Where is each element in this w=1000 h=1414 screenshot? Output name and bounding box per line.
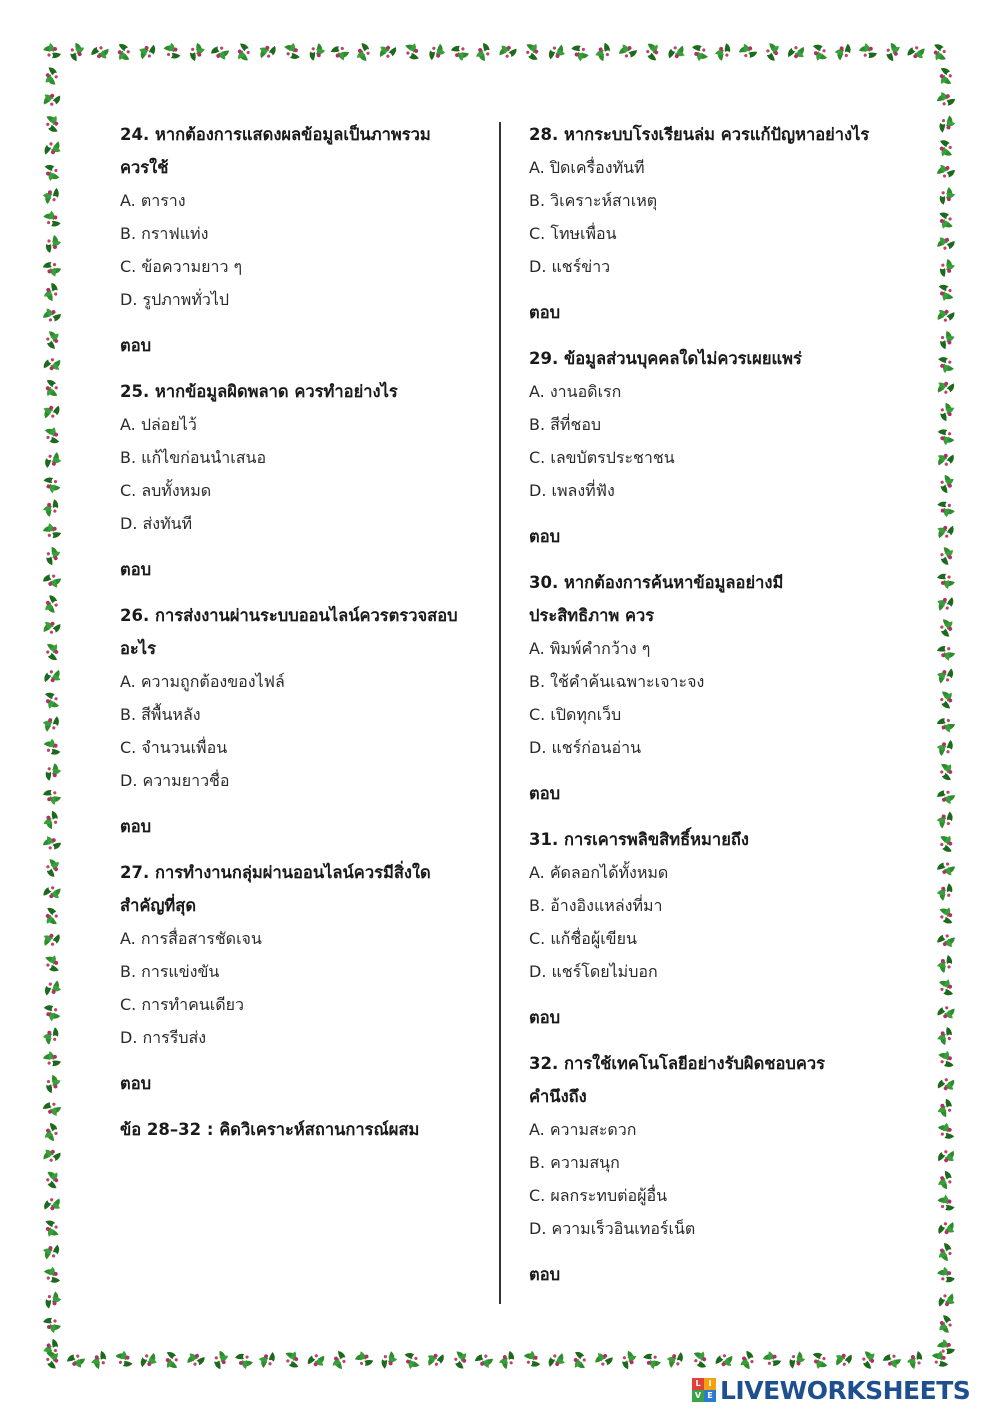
- question-text: ควรใช้: [120, 158, 169, 177]
- holly-leaf-icon: [936, 616, 959, 639]
- holly-leaf-icon: [936, 501, 956, 518]
- holly-leaf-icon: [450, 1347, 473, 1370]
- holly-leaf-icon: [936, 787, 958, 807]
- holly-leaf-icon: [831, 1347, 854, 1371]
- question-text: 24. หากต้องการแสดงผลข้อมูลเป็นภาพรวม: [120, 125, 431, 144]
- holly-leaf-icon: [689, 43, 711, 63]
- holly-leaf-icon: [41, 1193, 64, 1217]
- answer-label: ตอบ: [120, 1074, 152, 1093]
- holly-leaf-icon: [184, 1348, 207, 1370]
- holly-leaf-icon: [789, 1350, 807, 1370]
- holly-leaf-icon: [939, 114, 957, 134]
- holly-leaf-icon: [939, 330, 957, 350]
- holly-leaf-icon: [938, 401, 957, 422]
- holly-leaf-icon: [927, 42, 951, 65]
- holly-leaf-icon: [937, 955, 952, 973]
- holly-leaf-icon: [933, 65, 957, 88]
- holly-leaf-icon: [546, 1349, 568, 1372]
- holly-leaf-icon: [40, 163, 63, 184]
- holly-leaf-icon: [111, 41, 135, 64]
- holly-leaf-icon: [933, 447, 956, 471]
- holly-leaf-icon: [352, 41, 374, 64]
- holly-leaf-icon: [41, 111, 65, 134]
- holly-leaf-icon: [42, 1026, 59, 1045]
- answer-option: C. ผลกระทบต่อผู้อื่น: [529, 1186, 668, 1205]
- holly-leaf-icon: [43, 1051, 62, 1067]
- question-text: 31. การเคารพลิขสิทธิ์หมายถึง: [529, 830, 749, 849]
- holly-leaf-icon: [499, 1351, 515, 1370]
- answer-option: B. วิเคราะห์สาเหตุ: [529, 191, 658, 210]
- holly-leaf-icon: [42, 665, 65, 688]
- answer-option: D. เพลงที่ฟัง: [529, 481, 615, 500]
- holly-leaf-icon: [328, 1349, 349, 1372]
- holly-leaf-icon: [762, 40, 784, 63]
- question-block: [529, 823, 929, 1034]
- holly-leaf-icon: [666, 41, 689, 64]
- answer-option: D. ความยาวชื่อ: [120, 771, 230, 790]
- answer-option: C. การทำคนเดียว: [120, 995, 244, 1014]
- holly-leaf-icon: [257, 1349, 277, 1371]
- holly-leaf-icon: [934, 283, 957, 304]
- holly-leaf-icon: [40, 1218, 63, 1240]
- answer-option: D. แชร์ก่อนอ่าน: [529, 738, 642, 757]
- question-block: [120, 375, 480, 586]
- logo-mark: [692, 1378, 716, 1402]
- question-block: [529, 342, 929, 553]
- question-block: [120, 118, 480, 362]
- answer-option: C. ลบทั้งหมด: [120, 481, 212, 500]
- answer-label: ตอบ: [529, 527, 561, 546]
- answer-option: A. ตาราง: [120, 191, 186, 210]
- answer-label: ตอบ: [120, 560, 152, 579]
- holly-leaf-icon: [641, 39, 664, 63]
- holly-leaf-icon: [935, 428, 956, 447]
- question-block: [529, 566, 929, 810]
- holly-leaf-icon: [933, 138, 957, 161]
- holly-leaf-icon: [159, 1349, 183, 1372]
- holly-leaf-icon: [45, 1290, 63, 1310]
- holly-leaf-icon: [808, 1351, 831, 1372]
- holly-leaf-icon: [114, 1349, 135, 1367]
- holly-leaf-icon: [643, 1353, 662, 1369]
- holly-leaf-icon: [43, 43, 61, 58]
- holly-leaf-icon: [39, 377, 63, 400]
- answer-option: C. เปิดทุกเว็บ: [529, 705, 622, 724]
- right-column: [529, 118, 929, 1304]
- holly-leaf-icon: [935, 831, 959, 854]
- answer-option: B. แก้ไขก่อนนำเสนอ: [120, 448, 267, 467]
- holly-leaf-icon: [936, 645, 955, 662]
- holly-leaf-icon: [935, 1073, 959, 1096]
- question-block: [529, 118, 929, 329]
- holly-leaf-icon: [40, 832, 62, 852]
- holly-leaf-icon: [936, 882, 953, 901]
- holly-leaf-icon: [935, 930, 958, 952]
- holly-leaf-icon: [235, 1354, 253, 1369]
- holly-leaf-icon: [934, 1313, 956, 1336]
- holly-leaf-icon: [935, 759, 958, 782]
- holly-leaf-icon: [39, 87, 63, 110]
- holly-leaf-icon: [423, 1347, 446, 1371]
- answer-option: B. อ้างอิงแหล่งที่มา: [529, 896, 663, 915]
- holly-leaf-icon: [136, 40, 158, 63]
- holly-leaf-icon: [934, 232, 957, 254]
- holly-leaf-icon: [496, 40, 519, 63]
- holly-leaf-icon: [935, 89, 957, 109]
- logo-text: LIVEWORKSHEETS: [720, 1375, 971, 1405]
- holly-leaf-icon: [547, 41, 568, 64]
- holly-leaf-icon: [281, 1348, 304, 1371]
- question-block: [529, 1047, 929, 1291]
- holly-leaf-icon: [935, 1145, 958, 1169]
- question-text: 32. การใช้เทคโนโลยีอย่างรับผิดชอบควร: [529, 1054, 826, 1073]
- holly-leaf-icon: [42, 1099, 64, 1119]
- holly-leaf-icon: [212, 1349, 231, 1370]
- answer-option: D. การรีบส่ง: [120, 1028, 207, 1047]
- answer-option: A. ปิดเครื่องทันที: [529, 158, 645, 177]
- holly-leaf-icon: [42, 261, 62, 279]
- holly-leaf-icon: [939, 187, 955, 206]
- holly-leaf-icon: [42, 328, 64, 351]
- holly-leaf-icon: [808, 42, 831, 64]
- holly-leaf-icon: [937, 1267, 956, 1283]
- answer-option: B. สีที่ชอบ: [529, 415, 602, 434]
- holly-leaf-icon: [762, 1350, 782, 1367]
- answer-option: A. ความถูกต้องของไฟล์: [120, 672, 285, 691]
- answer-option: D. ความเร็วอินเทอร์เน็ต: [529, 1219, 696, 1238]
- holly-leaf-icon: [39, 927, 62, 951]
- holly-leaf-icon: [934, 664, 955, 686]
- holly-leaf-icon: [40, 304, 63, 325]
- answer-option: B. ความสนุก: [529, 1153, 620, 1172]
- holly-leaf-icon: [935, 859, 957, 880]
- answer-option: C. โทษเพื่อน: [529, 224, 617, 243]
- holly-leaf-icon: [936, 1121, 957, 1140]
- holly-leaf-icon: [785, 41, 808, 64]
- answer-option: B. กราฟแท่ง: [120, 224, 209, 243]
- holly-leaf-icon: [401, 40, 424, 62]
- holly-leaf-icon: [255, 39, 278, 62]
- holly-leaf-icon: [858, 42, 877, 58]
- holly-leaf-icon: [40, 690, 63, 712]
- holly-leaf-icon: [570, 45, 590, 63]
- left-column: [120, 118, 480, 1146]
- holly-leaf-icon: [40, 1144, 63, 1167]
- holly-leaf-icon: [42, 476, 62, 494]
- holly-leaf-icon: [567, 1349, 590, 1372]
- holly-leaf-icon: [936, 687, 959, 711]
- answer-option: C. เลขบัตรประชาชน: [529, 448, 675, 467]
- answer-option: A. ปล่อยไว้: [120, 415, 197, 434]
- question-block: [120, 856, 480, 1100]
- answer-option: C. จำนวนเพื่อน: [120, 738, 228, 757]
- holly-leaf-icon: [934, 592, 956, 615]
- holly-leaf-icon: [428, 42, 447, 63]
- holly-leaf-icon: [935, 1002, 958, 1025]
- answer-label: ตอบ: [120, 336, 152, 355]
- answer-option: C. แก้ชื่อผู้เขียน: [529, 929, 637, 948]
- holly-leaf-icon: [231, 41, 254, 65]
- holly-leaf-icon: [713, 1350, 737, 1373]
- holly-leaf-icon: [935, 1048, 957, 1069]
- question-text: ประสิทธิภาพ ควร: [529, 606, 655, 625]
- holly-leaf-icon: [41, 353, 65, 376]
- holly-leaf-icon: [375, 39, 398, 62]
- logo-mark-letter: E: [704, 1390, 716, 1402]
- answer-label: ตอบ: [529, 784, 561, 803]
- question-text: 29. ข้อมูลส่วนบุคคลใดไม่ควรเผยแพร่: [529, 349, 802, 368]
- holly-leaf-icon: [41, 424, 64, 446]
- holly-leaf-icon: [936, 544, 958, 567]
- holly-leaf-icon: [937, 574, 955, 589]
- question-text: 28. หากระบบโรงเรียนล่ม ควรแก้ปัญหาอย่างไร: [529, 125, 870, 144]
- logo-mark-letter: V: [692, 1390, 704, 1402]
- holly-leaf-icon: [935, 1169, 955, 1191]
- holly-leaf-icon: [68, 41, 88, 62]
- holly-leaf-icon: [936, 1194, 956, 1212]
- holly-leaf-icon: [46, 235, 61, 253]
- holly-leaf-icon: [935, 809, 953, 830]
- holly-leaf-icon: [41, 952, 64, 974]
- holly-leaf-icon: [189, 42, 206, 61]
- holly-leaf-icon: [138, 1349, 160, 1372]
- holly-leaf-icon: [42, 856, 64, 879]
- holly-leaf-icon: [42, 210, 62, 228]
- question-text: คำนึงถึง: [529, 1087, 587, 1106]
- holly-leaf-icon: [616, 40, 639, 61]
- holly-leaf-icon: [833, 41, 852, 62]
- holly-leaf-icon: [41, 1004, 62, 1023]
- holly-leaf-icon: [309, 43, 325, 62]
- holly-leaf-icon: [933, 303, 957, 326]
- holly-leaf-icon: [162, 42, 182, 60]
- holly-leaf-icon: [41, 810, 60, 831]
- holly-leaf-icon: [473, 42, 493, 64]
- question-text: 30. หากต้องการค้นหาข้อมูลอย่างมี: [529, 573, 784, 592]
- logo-mark-letter: L: [692, 1378, 704, 1390]
- question-text: 26. การส่งงานผ่านระบบออนไลน์ควรตรวจสอบ: [120, 606, 458, 625]
- question-text: 25. หากข้อมูลผิดพลาด ควรทำอย่างไร: [120, 382, 398, 401]
- holly-leaf-icon: [42, 522, 61, 539]
- holly-leaf-icon: [905, 42, 928, 65]
- answer-option: A. ความสะดวก: [529, 1120, 637, 1139]
- holly-leaf-icon: [937, 1339, 956, 1355]
- question-block: [120, 599, 480, 843]
- holly-leaf-icon: [522, 1349, 543, 1368]
- holly-leaf-icon: [933, 519, 956, 542]
- holly-leaf-icon: [737, 41, 758, 60]
- holly-leaf-icon: [934, 210, 957, 232]
- answer-option: D. แชร์ข่าว: [529, 257, 611, 276]
- holly-leaf-icon: [42, 137, 64, 160]
- holly-leaf-icon: [939, 259, 955, 278]
- holly-leaf-icon: [620, 1349, 639, 1370]
- answer-option: D. รูปภาพทั่วไป: [120, 290, 230, 309]
- holly-leaf-icon: [43, 977, 64, 999]
- holly-leaf-icon: [933, 375, 957, 398]
- holly-leaf-icon: [41, 639, 64, 662]
- holly-leaf-icon: [43, 1318, 61, 1333]
- answer-label: ตอบ: [529, 1265, 561, 1284]
- holly-leaf-icon: [39, 905, 62, 928]
- holly-leaf-icon: [935, 904, 958, 927]
- holly-leaf-icon: [65, 1351, 87, 1372]
- holly-leaf-icon: [665, 1349, 685, 1371]
- holly-leaf-icon: [473, 1351, 495, 1371]
- holly-leaf-icon: [715, 43, 731, 62]
- holly-leaf-icon: [39, 615, 63, 638]
- question-text: 27. การทำงานกลุ่มผ่านออนไลน์ควรมีสิ่งใด: [120, 863, 431, 882]
- holly-leaf-icon: [354, 1350, 374, 1368]
- holly-leaf-icon: [89, 42, 112, 64]
- holly-leaf-icon: [43, 450, 63, 472]
- holly-leaf-icon: [43, 789, 62, 805]
- holly-leaf-icon: [40, 400, 63, 423]
- holly-leaf-icon: [40, 1121, 62, 1144]
- holly-leaf-icon: [934, 160, 957, 181]
- holly-leaf-icon: [281, 40, 303, 60]
- holly-leaf-icon: [935, 355, 957, 375]
- logo-mark-letter: I: [704, 1378, 716, 1390]
- holly-leaf-icon: [44, 1074, 62, 1094]
- holly-leaf-icon: [451, 46, 470, 62]
- holly-leaf-icon: [689, 1347, 712, 1370]
- holly-leaf-icon: [44, 545, 63, 566]
- holly-leaf-icon: [40, 1240, 61, 1263]
- holly-leaf-icon: [40, 65, 63, 88]
- holly-leaf-icon: [42, 1265, 63, 1285]
- answer-option: A. พิมพ์คำกว้าง ๆ: [529, 639, 651, 658]
- answer-label: ตอบ: [529, 1008, 561, 1027]
- answer-option: D. แชร์โดยไม่บอก: [529, 962, 658, 981]
- question-text: อะไร: [120, 639, 156, 658]
- holly-leaf-icon: [45, 763, 61, 782]
- holly-leaf-icon: [592, 1348, 615, 1370]
- answer-option: D. ส่งทันที: [120, 514, 193, 533]
- answer-option: A. งานอดิเรก: [529, 382, 622, 401]
- holly-leaf-icon: [40, 593, 62, 616]
- holly-leaf-icon: [381, 1350, 398, 1370]
- holly-leaf-icon: [41, 571, 63, 592]
- holly-leaf-icon: [521, 39, 545, 62]
- holly-leaf-icon: [736, 1349, 757, 1371]
- holly-leaf-icon: [42, 737, 63, 756]
- answer-option: C. ข้อความยาว ๆ: [120, 257, 243, 276]
- holly-leaf-icon: [936, 1217, 959, 1241]
- holly-leaf-icon: [936, 716, 957, 734]
- holly-leaf-icon: [330, 44, 351, 63]
- holly-leaf-icon: [935, 737, 955, 759]
- holly-leaf-icon: [937, 472, 958, 494]
- answer-label: ตอบ: [529, 303, 561, 322]
- holly-leaf-icon: [907, 1351, 922, 1369]
- holly-leaf-icon: [40, 712, 60, 734]
- answer-option: B. ใช้คำค้นเฉพาะเจาะจง: [529, 672, 705, 691]
- answer-label: ตอบ: [120, 817, 152, 836]
- holly-leaf-icon: [41, 185, 61, 206]
- answer-option: A. การสื่อสารชัดเจน: [120, 929, 262, 948]
- holly-leaf-icon: [41, 282, 61, 303]
- section-heading: ข้อ 28–32 : คิดวิเคราะห์สถานการณ์ผสม: [120, 1120, 420, 1139]
- holly-leaf-icon: [936, 1289, 958, 1312]
- holly-leaf-icon: [858, 1348, 881, 1371]
- holly-leaf-icon: [209, 43, 231, 64]
- holly-leaf-icon: [882, 1351, 904, 1371]
- column-divider: [499, 122, 501, 1304]
- answer-option: A. คัดลอกได้ทั้งหมด: [529, 863, 669, 882]
- liveworksheets-logo-icon: [692, 1374, 970, 1406]
- holly-leaf-icon: [936, 1026, 953, 1046]
- answer-option: B. สีพื้นหลัง: [120, 705, 201, 724]
- question-text: สำคัญที่สุด: [120, 896, 197, 915]
- holly-leaf-icon: [90, 1350, 107, 1369]
- holly-leaf-icon: [305, 1349, 329, 1372]
- answer-option: B. การแข่งขัน: [120, 962, 220, 981]
- holly-leaf-icon: [935, 976, 958, 998]
- holly-leaf-icon: [400, 1351, 422, 1372]
- holly-leaf-icon: [883, 40, 903, 62]
- holly-leaf-icon: [43, 499, 59, 518]
- holly-leaf-icon: [41, 882, 64, 905]
- holly-leaf-icon: [934, 1241, 955, 1264]
- holly-leaf-icon: [935, 1098, 954, 1119]
- holly-leaf-icon: [594, 42, 612, 62]
- holly-leaf-icon: [41, 1167, 64, 1191]
